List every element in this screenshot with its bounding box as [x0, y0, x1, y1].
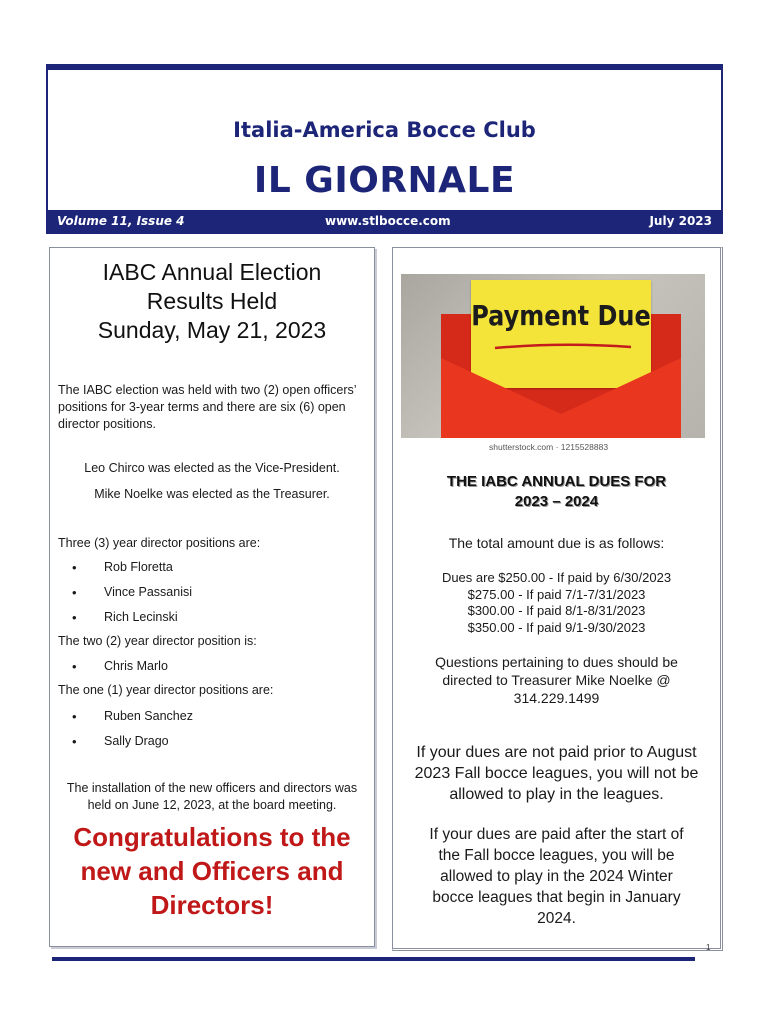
image-credit: shutterstock.com · 1215528883	[489, 442, 609, 452]
dues-questions: Questions pertaining to dues should be directed to Treasurer Mike Noelke @ 314.229.1499	[435, 654, 678, 706]
election-headline: IABC Annual Election Results Held Sunday, May 21, 2023	[97, 259, 327, 343]
elected-treasurer: Mike Noelke was elected as the Treasurer.	[94, 487, 330, 501]
list-item: $350.00 - If paid 9/1-9/30/2023	[467, 619, 646, 635]
installation-note: The installation of the new officers and directors was held on June 12, 2023, at the board meeting.	[66, 781, 358, 812]
two-year-list	[72, 658, 168, 683]
congratulations-message: Congratulations to the new and Officers and Directors!	[73, 822, 351, 920]
footer-rule	[52, 957, 695, 961]
late-dues-warning: If your dues are not paid prior to August 2023 Fall bocce leagues, you will not be allowed to play in the leagues.	[414, 744, 699, 803]
list-item: Dues are $250.00 - If paid by 6/30/2023	[441, 570, 672, 585]
dues-schedule	[393, 570, 720, 636]
list-item: • Ruben Sanchez	[72, 708, 193, 733]
three-year-heading: Three (3) year director positions are:	[58, 536, 261, 550]
dues-article	[392, 247, 723, 951]
volume-issue: Volume 11, Issue 4	[57, 214, 185, 228]
list-item: • Sally Drago	[72, 733, 193, 758]
three-year-list	[72, 559, 192, 634]
election-intro: The IABC election was held with two (2) open officers’ positions for 3-year terms and there are six (6) open director positions.	[58, 383, 357, 431]
list-item: • Rich Lecinski	[72, 609, 192, 634]
newsletter-title: IL GIORNALE	[253, 160, 516, 201]
election-article	[49, 247, 375, 947]
page-number: 1	[706, 943, 711, 952]
club-name: Italia-America Bocce Club	[233, 118, 536, 142]
dues-title: THE IABC ANNUAL DUES FOR 2023 – 2024	[446, 473, 667, 510]
payment-note	[471, 280, 651, 388]
payment-due-text: Payment Due	[471, 299, 651, 333]
payment-due-image	[401, 274, 705, 438]
list-item: • Vince Passanisi	[72, 584, 192, 609]
masthead	[46, 64, 723, 234]
two-year-heading: The two (2) year director position is:	[58, 634, 257, 648]
list-item: $275.00 - If paid 7/1-7/31/2023	[467, 586, 646, 602]
red-underline-icon	[493, 342, 633, 352]
list-item: • Chris Marlo	[72, 658, 168, 683]
issue-info-bar	[48, 210, 721, 232]
list-item: $300.00 - If paid 8/1-8/31/2023	[467, 603, 646, 618]
list-item: • Rob Floretta	[72, 559, 192, 584]
website-link[interactable]: www.stlbocce.com	[325, 214, 451, 228]
after-start-note: If your dues are paid after the start of the Fall bocce leagues, you will be allowed to play in the 2024 Winter bocce leagues that begin in January 2024.	[429, 826, 684, 927]
issue-date: July 2023	[649, 214, 712, 228]
one-year-list	[72, 708, 193, 758]
one-year-heading: The one (1) year director positions are:	[58, 683, 274, 697]
elected-vice-president: Leo Chirco was elected as the Vice-President.	[84, 461, 340, 475]
dues-intro: The total amount due is as follows:	[448, 535, 665, 551]
